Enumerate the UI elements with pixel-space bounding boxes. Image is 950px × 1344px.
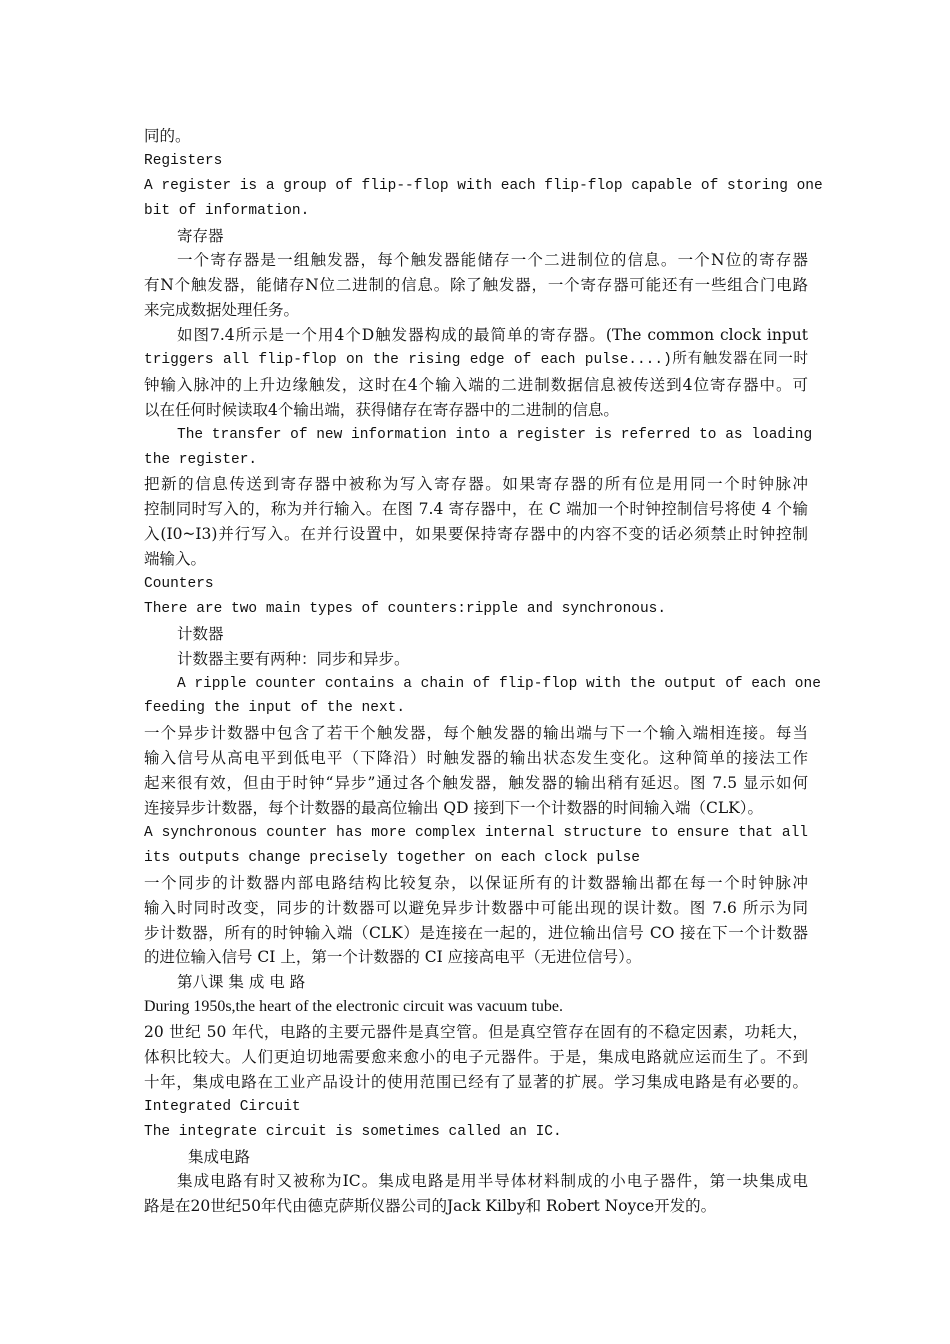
text-line: the register. — [144, 451, 258, 468]
text-line: 输入信号从高电平到低电平（下降沿）时触发器的输出状态发生变化。这种简单的接法工作 — [144, 749, 808, 768]
text-line: The integrate circuit is sometimes called an IC. — [144, 1123, 562, 1140]
section-heading-counters: Counters — [144, 576, 214, 593]
text-line: A register is a group of flip--flop with each flip-flop capable of storing one — [144, 177, 823, 194]
text-line: 入(I0~I3)并行写入。在并行设置中，如果要保持寄存器中的内容不变的话必须禁止时钟控制 — [144, 525, 808, 544]
text-line: 端输入。 — [144, 550, 207, 569]
text-line: 以在任何时候读取4个输出端，获得储存在寄存器中的二进制的信息。 — [144, 400, 619, 419]
text-line: 输入时同时改变，同步的计数器可以避免异步计数器中可能出现的误计数。图 7.6 所示为同 — [144, 898, 808, 917]
text-line: 来完成数据处理任务。 — [144, 301, 300, 320]
text-line: 步计数器，所有的时钟输入端（CLK）是连接在一起的，进位输出信号 CO 接在下一个计数器 — [144, 923, 808, 942]
document-page — [144, 124, 823, 1219]
text-line: A synchronous counter has more complex internal structure to ensure that all — [144, 824, 808, 841]
section-heading-registers: Registers — [144, 152, 223, 169]
text-line: 一个异步计数器中包含了若干个触发器，每个触发器的输出端与下一个输入端相连接。每当 — [144, 724, 808, 743]
text-line: 同的。 — [144, 127, 191, 145]
text-line: 十年，集成电路在工业产品设计的使用范围已经有了显著的扩展。学习集成电路是有必要的。 — [144, 1072, 808, 1091]
text-line: triggers all flip-flop on the rising edge of each pulse....)所有触发器在同一时 — [144, 352, 808, 369]
text-line: A ripple counter contains a chain of flip-flop with the output of each one — [177, 675, 821, 692]
text-line: 把新的信息传送到寄存器中被称为写入寄存器。如果寄存器的所有位是用同一个时钟脉冲 — [144, 475, 808, 494]
text-line: The transfer of new information into a register is referred to as loading — [177, 426, 813, 443]
section-heading-counters-cn: 计数器 — [177, 624, 224, 643]
text-line: bit of information. — [144, 202, 310, 219]
text-line: 计数器主要有两种：同步和异步。 — [177, 649, 410, 668]
text-line: 路是在20世纪50年代由德克萨斯仪器公司的Jack Kilby和 Robert Noyce开发的。 — [144, 1197, 717, 1216]
text-line: 集成电路有时又被称为IC。集成电路是用半导体材料制成的小电子器件，第一块集成电 — [177, 1172, 808, 1191]
text-line: 体积比较大。人们更迫切地需要愈来愈小的电子元器件。于是，集成电路就应运而生了。不到 — [144, 1047, 808, 1066]
text-line: 如图7.4所示是一个用4个D触发器构成的最简单的寄存器。(The common clock input — [177, 326, 808, 345]
text-line: 20 世纪 50 年代，电路的主要元器件是真空管。但是真空管存在固有的不稳定因素，功耗大， — [144, 1023, 808, 1042]
section-heading-registers-cn: 寄存器 — [177, 226, 224, 245]
text-line: 一个同步的计数器内部电路结构比较复杂，以保证所有的计数器输出都在每一个时钟脉冲 — [144, 873, 808, 892]
text-line: 有N个触发器，能储存N位二进制的信息。除了触发器，一个寄存器可能还有一些组合门电路 — [144, 276, 808, 295]
section-heading-ic-cn: 集成电路 — [188, 1147, 251, 1166]
text-line: 控制同时写入的，称为并行输入。在图 7.4 寄存器中，在 C 端加一个时钟控制信号将使 4 个输 — [144, 500, 808, 519]
text-line: There are two main types of counters:ripple and synchronous. — [144, 600, 667, 617]
section-heading-ic: Integrated Circuit — [144, 1098, 301, 1115]
text-line: feeding the input of the next. — [144, 700, 406, 717]
text-line: its outputs change precisely together on each clock pulse — [144, 849, 640, 866]
text-line: During 1950s,the heart of the electronic circuit was vacuum tube. — [144, 998, 563, 1016]
text-line: 的进位输入信号 CI 上，第一个计数器的 CI 应接高电平（无进位信号）。 — [144, 948, 642, 967]
text-line: 起来很有效，但由于时钟“异步”通过各个触发器，触发器的输出稍有延迟。图 7.5 显示如何 — [144, 774, 808, 793]
text-line: 钟输入脉冲的上升边缘触发，这时在4个输入端的二进制数据信息被传送到4位寄存器中。可 — [144, 375, 808, 394]
text-line: 一个寄存器是一组触发器，每个触发器能储存一个二进制位的信息。一个N位的寄存器 — [177, 251, 808, 270]
lesson-heading: 第八课 集 成 电 路 — [177, 973, 306, 992]
text-line: 连接异步计数器，每个计数器的最高位输出 QD 接到下一个计数器的时间输入端（CLK）。 — [144, 799, 763, 818]
